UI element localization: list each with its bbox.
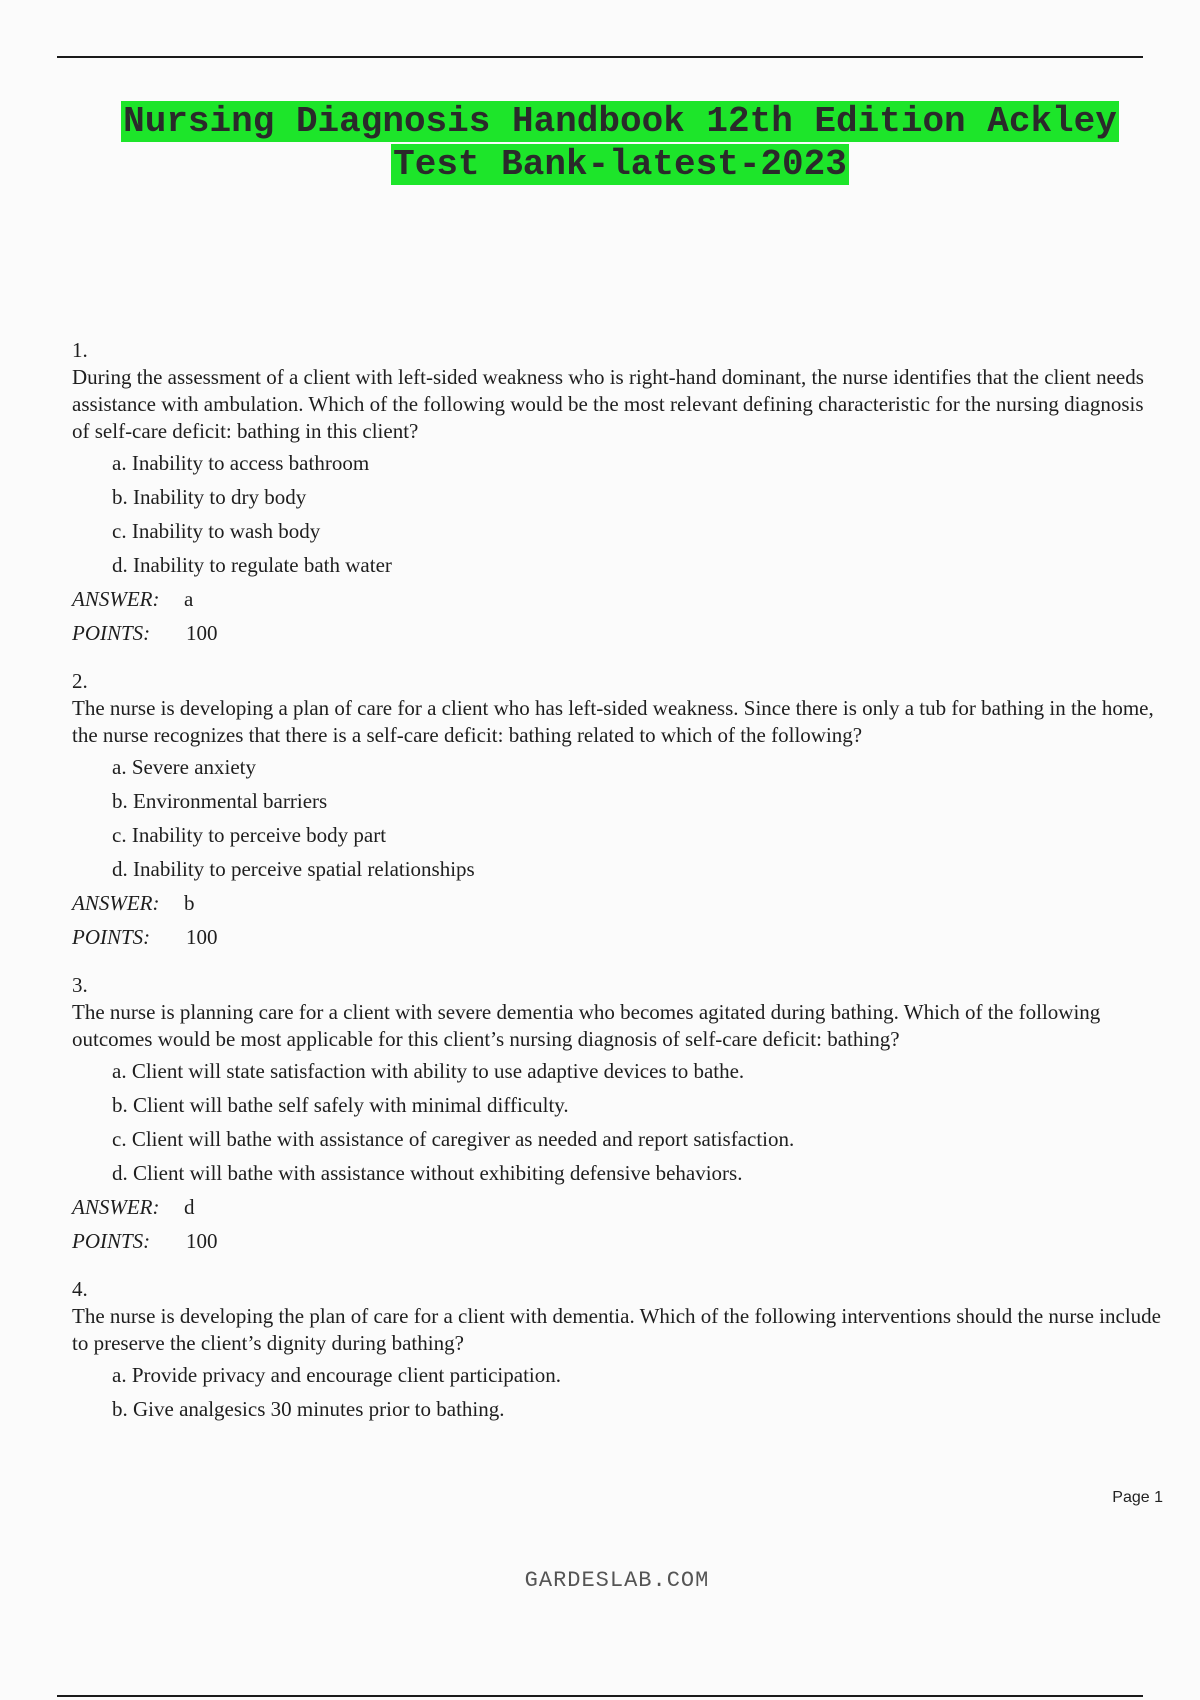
answer-value: a bbox=[184, 587, 194, 611]
points-value: 100 bbox=[186, 1229, 218, 1253]
choice-a: a. Provide privacy and encourage client participation. bbox=[112, 1363, 561, 1387]
choice-a: a. Severe anxiety bbox=[112, 755, 257, 779]
choice-d: d. Client will bathe with assistance without exhibiting defensive behaviors. bbox=[112, 1161, 743, 1185]
choice-list bbox=[72, 1358, 1162, 1426]
question-3 bbox=[72, 971, 1162, 1258]
question-text: During the assessment of a client with left-sided weakness who is right-hand dominant, the nurse identifies that the client needs assistance with ambulation. Which of the following would be the most relevant defining characteristic for the nursing diagnosis of self-care deficit: bathing in this client? bbox=[72, 365, 1144, 443]
question-number: 3. bbox=[72, 973, 88, 997]
answer-label: ANSWER: bbox=[72, 1195, 160, 1219]
question-4 bbox=[72, 1275, 1162, 1426]
points-value: 100 bbox=[186, 925, 218, 949]
question-text: The nurse is developing a plan of care for a client who has left-sided weakness. Since there is only a tub for bathing in the home, the nurse recognizes that there is a self-care deficit: bathing related to which of the following? bbox=[72, 696, 1154, 747]
answer-label: ANSWER: bbox=[72, 891, 160, 915]
choice-b: b. Inability to dry body bbox=[112, 485, 307, 509]
bottom-rule bbox=[57, 1695, 1143, 1697]
question-text: The nurse is planning care for a client with severe dementia who becomes agitated during bathing. Which of the following outcomes would be most applicable for this client’s nursing diagnosis of self-care deficit: bathing? bbox=[72, 1000, 1101, 1051]
question-number: 2. bbox=[72, 669, 88, 693]
watermark: GARDESLAB.COM bbox=[524, 1568, 710, 1593]
answer-row bbox=[72, 1190, 1162, 1224]
points-label: POINTS: bbox=[72, 621, 151, 645]
document-title bbox=[60, 100, 1180, 186]
top-rule bbox=[57, 56, 1143, 58]
choice-c: c. Client will bathe with assistance of caregiver as needed and report satisfaction. bbox=[112, 1127, 795, 1151]
answer-label: ANSWER: bbox=[72, 587, 160, 611]
title-line-2: Test Bank-latest-2023 bbox=[393, 144, 847, 185]
points-row bbox=[72, 616, 1162, 650]
points-row bbox=[72, 920, 1162, 954]
answer-value: d bbox=[184, 1195, 195, 1219]
answer-row bbox=[72, 886, 1162, 920]
answer-row bbox=[72, 582, 1162, 616]
choice-a: a. Client will state satisfaction with ability to use adaptive devices to bathe. bbox=[112, 1059, 745, 1083]
choice-list bbox=[72, 1054, 1162, 1190]
page-number: Page 1 bbox=[1112, 1489, 1163, 1506]
choice-c: c. Inability to perceive body part bbox=[112, 823, 387, 847]
choice-b: b. Environmental barriers bbox=[112, 789, 328, 813]
choice-a: a. Inability to access bathroom bbox=[112, 451, 370, 475]
question-list bbox=[72, 336, 1162, 1443]
question-number: 4. bbox=[72, 1277, 88, 1301]
points-value: 100 bbox=[186, 621, 218, 645]
points-label: POINTS: bbox=[72, 925, 151, 949]
question-1 bbox=[72, 336, 1162, 650]
question-2 bbox=[72, 667, 1162, 954]
points-label: POINTS: bbox=[72, 1229, 151, 1253]
choice-d: d. Inability to regulate bath water bbox=[112, 553, 392, 577]
question-number: 1. bbox=[72, 338, 88, 362]
points-row bbox=[72, 1224, 1162, 1258]
question-text: The nurse is developing the plan of care for a client with dementia. Which of the following interventions should the nurse include to preserve the client’s dignity during bathing? bbox=[72, 1304, 1161, 1355]
choice-c: c. Inability to wash body bbox=[112, 519, 321, 543]
answer-value: b bbox=[184, 891, 195, 915]
choice-list bbox=[72, 446, 1162, 582]
choice-b: b. Give analgesics 30 minutes prior to bathing. bbox=[112, 1397, 505, 1421]
choice-b: b. Client will bathe self safely with minimal difficulty. bbox=[112, 1093, 569, 1117]
choice-list bbox=[72, 750, 1162, 886]
choice-d: d. Inability to perceive spatial relationships bbox=[112, 857, 475, 881]
title-line-1: Nursing Diagnosis Handbook 12th Edition Ackley bbox=[123, 101, 1117, 142]
